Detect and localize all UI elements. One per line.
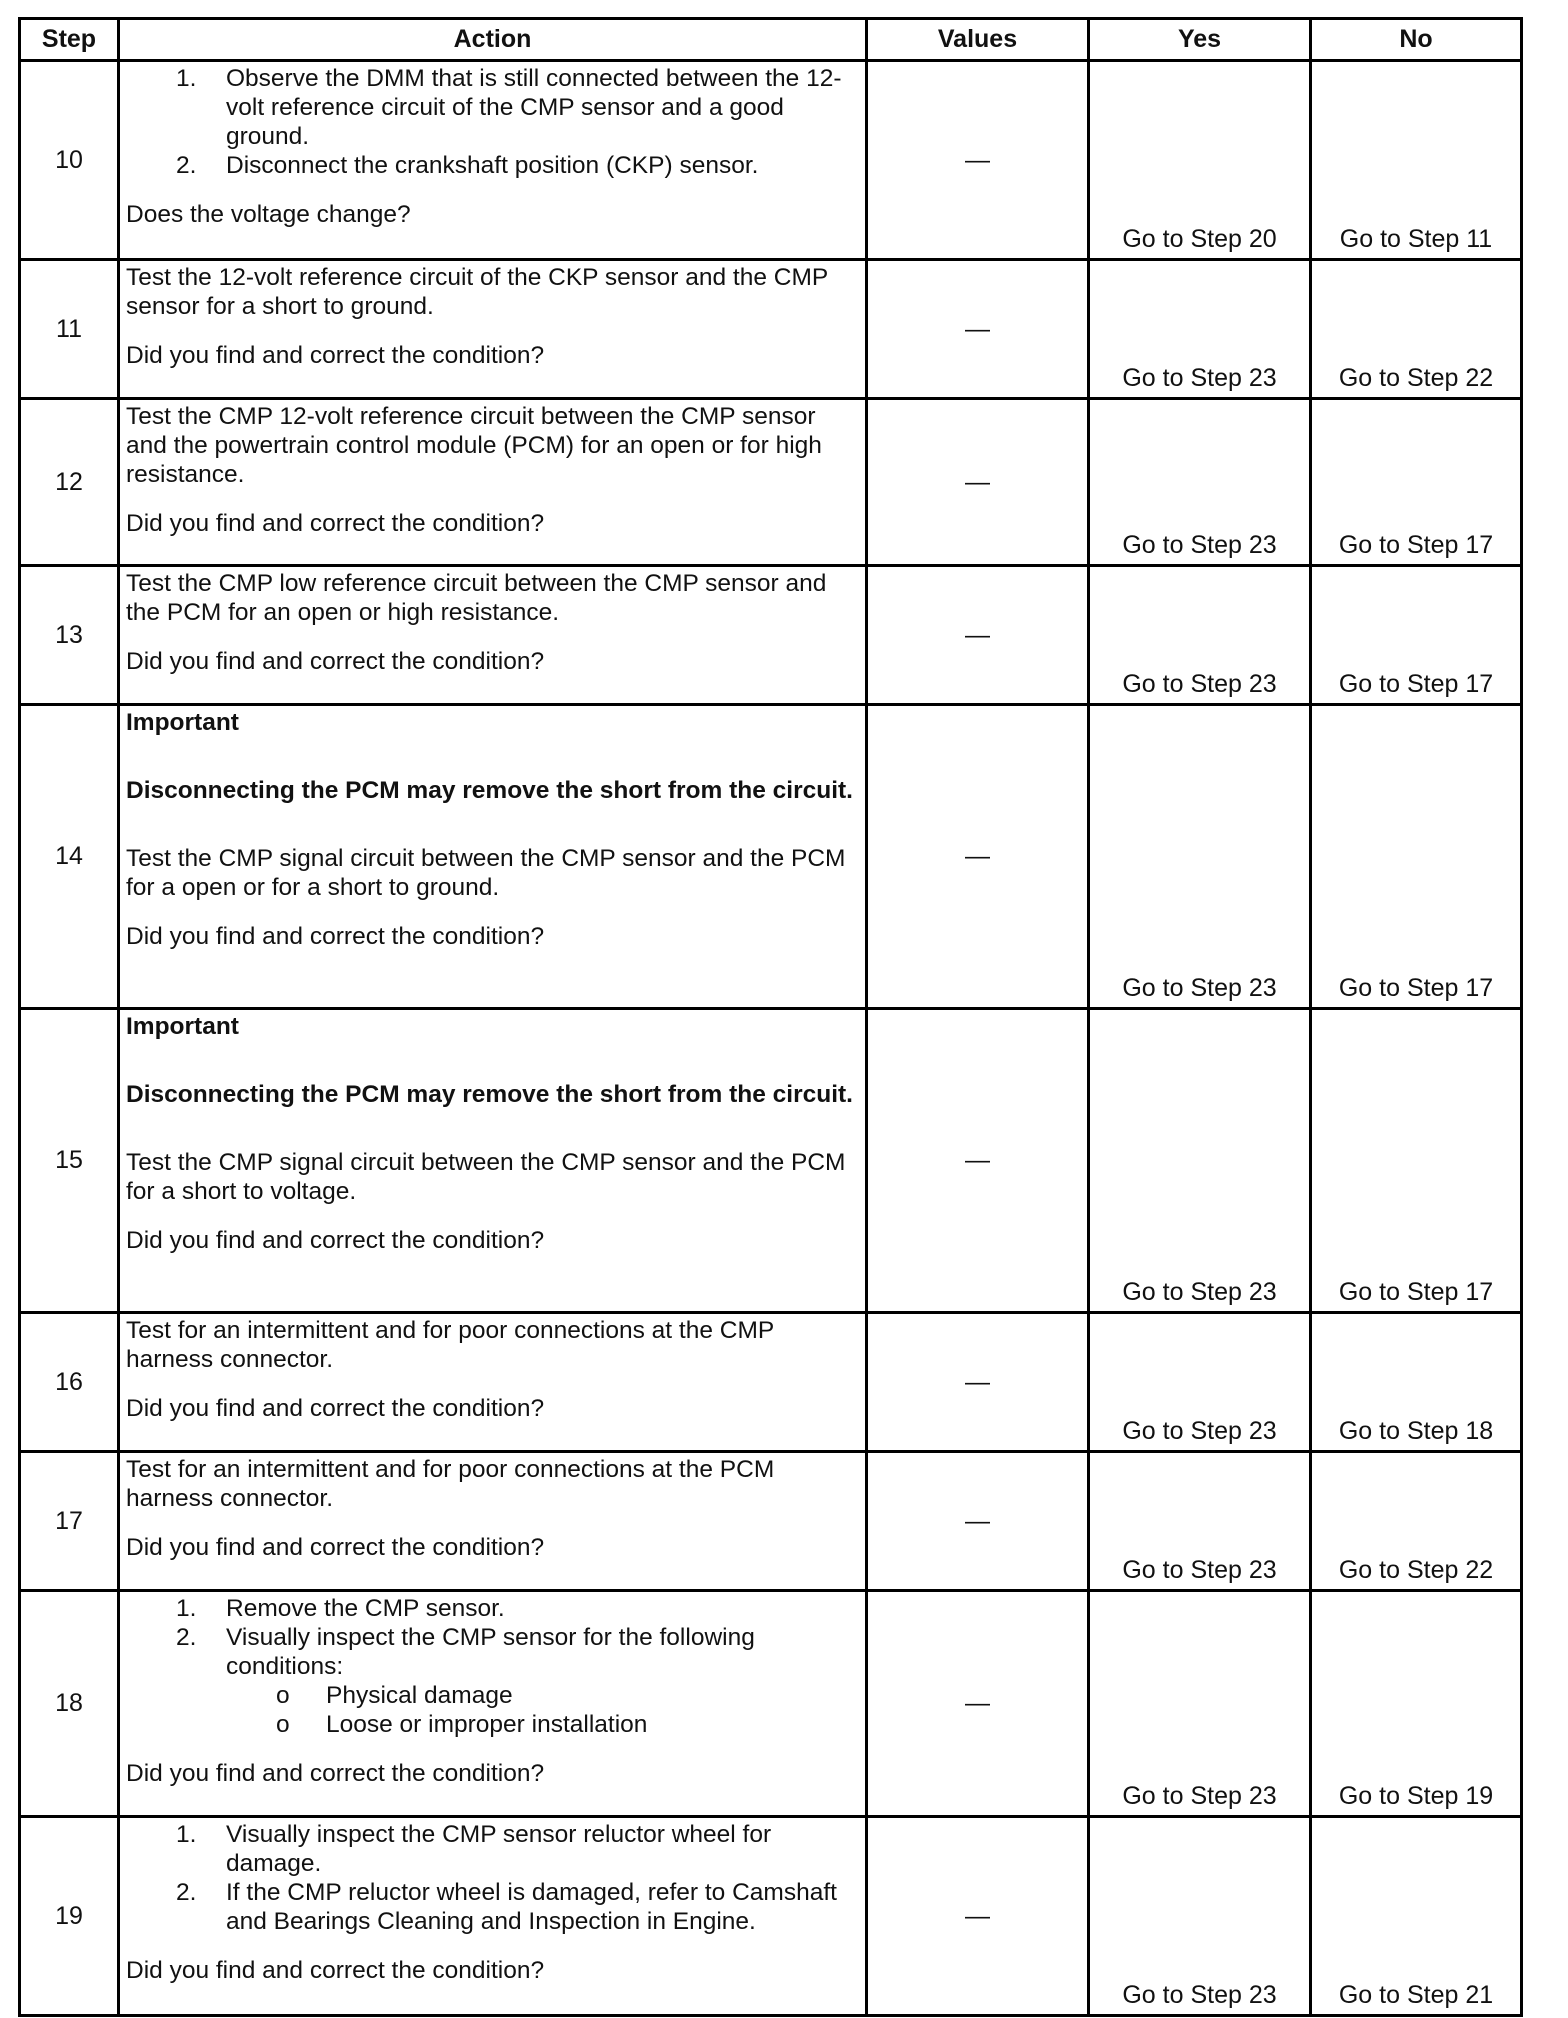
yes-cell: Go to Step 23 [1089,566,1311,705]
action-text: Test for an intermittent and for poor connections at the PCM harness connector. [126,1456,775,1512]
yes-cell: Go to Step 23 [1089,260,1311,399]
table-row [20,260,1522,399]
values-cell: — [867,1452,1089,1591]
table-row [20,1591,1522,1817]
yes-cell: Go to Step 23 [1089,1009,1311,1313]
action-text: Test for an intermittent and for poor connections at the CMP harness connector. [126,1317,774,1373]
yes-cell: Go to Step 23 [1089,1313,1311,1452]
values-cell: — [867,1313,1089,1452]
step-number: 18 [20,1591,119,1817]
no-cell: Go to Step 17 [1311,705,1522,1009]
values-cell: — [867,260,1089,399]
important-note: Disconnecting the PCM may remove the short from the circuit. [126,777,853,804]
table-row [20,705,1522,1009]
question-text: Did you find and correct the condition? [126,923,545,950]
action-text: Test the CMP signal circuit between the CMP sensor and the PCM for a open or for a short to ground. [126,845,846,901]
question-text: Did you find and correct the condition? [126,510,545,537]
question-text: Did you find and correct the condition? [126,1534,545,1561]
no-cell: Go to Step 17 [1311,566,1522,705]
yes-cell: Go to Step 23 [1089,1591,1311,1817]
header-action: Action [119,19,867,61]
question-text: Did you find and correct the condition? [126,342,545,369]
important-label: Important [126,709,239,736]
list-item: 2. Disconnect the crankshaft position (CKP) sensor. [176,152,759,179]
action-text: Test the CMP 12-volt reference circuit between the CMP sensor and the powertrain control module (PCM) for an open or for high resistance. [126,403,822,488]
action-text: Test the CMP signal circuit between the CMP sensor and the PCM for a short to voltage. [126,1149,846,1205]
action-cell [119,1009,867,1313]
important-note: Disconnecting the PCM may remove the short from the circuit. [126,1081,853,1108]
no-cell: Go to Step 17 [1311,399,1522,566]
step-number: 15 [20,1009,119,1313]
values-cell: — [867,1817,1089,2016]
table-row [20,61,1522,260]
step-number: 11 [20,260,119,399]
no-cell: Go to Step 21 [1311,1817,1522,2016]
step-number: 17 [20,1452,119,1591]
action-cell [119,61,867,260]
table-row [20,1313,1522,1452]
no-cell: Go to Step 19 [1311,1591,1522,1817]
no-cell: Go to Step 22 [1311,1452,1522,1591]
table-row [20,1817,1522,2016]
table-row [20,1009,1522,1313]
yes-cell: Go to Step 20 [1089,61,1311,260]
diagnostic-table [18,17,1523,2017]
yes-cell: Go to Step 23 [1089,705,1311,1009]
action-cell [119,399,867,566]
step-number: 14 [20,705,119,1009]
bullet-item: o Loose or improper installation [276,1711,648,1738]
values-cell: — [867,566,1089,705]
action-cell [119,1817,867,2016]
table-row [20,566,1522,705]
yes-cell: Go to Step 23 [1089,399,1311,566]
action-cell [119,705,867,1009]
header-yes: Yes [1089,19,1311,61]
bullet-list [226,1681,859,1739]
no-cell: Go to Step 22 [1311,260,1522,399]
action-cell [119,1313,867,1452]
action-cell [119,1591,867,1817]
yes-cell: Go to Step 23 [1089,1452,1311,1591]
step-number: 10 [20,61,119,260]
header-step: Step [20,19,119,61]
action-text: Test the 12-volt reference circuit of the CKP sensor and the CMP sensor for a short to ground. [126,264,828,320]
question-text: Did you find and correct the condition? [126,1957,545,1984]
question-text: Did you find and correct the condition? [126,648,545,675]
action-cell [119,260,867,399]
question-text: Did you find and correct the condition? [126,1760,545,1787]
numbered-list [126,64,859,180]
values-cell: — [867,1591,1089,1817]
no-cell: Go to Step 17 [1311,1009,1522,1313]
yes-cell: Go to Step 23 [1089,1817,1311,2016]
step-number: 12 [20,399,119,566]
header-values: Values [867,19,1089,61]
numbered-list [126,1594,859,1739]
list-item: 2. If the CMP reluctor wheel is damaged, refer to Camshaft and Bearings Cleaning and Inspection in Engine. [176,1879,837,1935]
bullet-item: o Physical damage [276,1682,513,1709]
step-number: 16 [20,1313,119,1452]
question-text: Did you find and correct the condition? [126,1395,545,1422]
table-row [20,399,1522,566]
action-cell [119,566,867,705]
values-cell: — [867,61,1089,260]
header-no: No [1311,19,1522,61]
step-number: 13 [20,566,119,705]
values-cell: — [867,705,1089,1009]
values-cell: — [867,399,1089,566]
list-item: 2. Visually inspect the CMP sensor for the following conditions: o Physical damage o Loose or improper installation [126,1623,859,1739]
no-cell: Go to Step 11 [1311,61,1522,260]
table-row [20,1452,1522,1591]
header-row [20,19,1522,61]
no-cell: Go to Step 18 [1311,1313,1522,1452]
action-text: Test the CMP low reference circuit between the CMP sensor and the PCM for an open or high resistance. [126,570,827,626]
important-label: Important [126,1013,239,1040]
question-text: Does the voltage change? [126,201,411,228]
list-item: 1. Remove the CMP sensor. [176,1595,505,1622]
list-item: 1. Observe the DMM that is still connected between the 12-volt reference circuit of the CMP sensor and a good ground. [176,65,842,150]
list-item: 1. Visually inspect the CMP sensor reluctor wheel for damage. [176,1821,772,1877]
step-number: 19 [20,1817,119,2016]
question-text: Did you find and correct the condition? [126,1227,545,1254]
numbered-list [126,1820,859,1936]
values-cell: — [867,1009,1089,1313]
action-cell [119,1452,867,1591]
